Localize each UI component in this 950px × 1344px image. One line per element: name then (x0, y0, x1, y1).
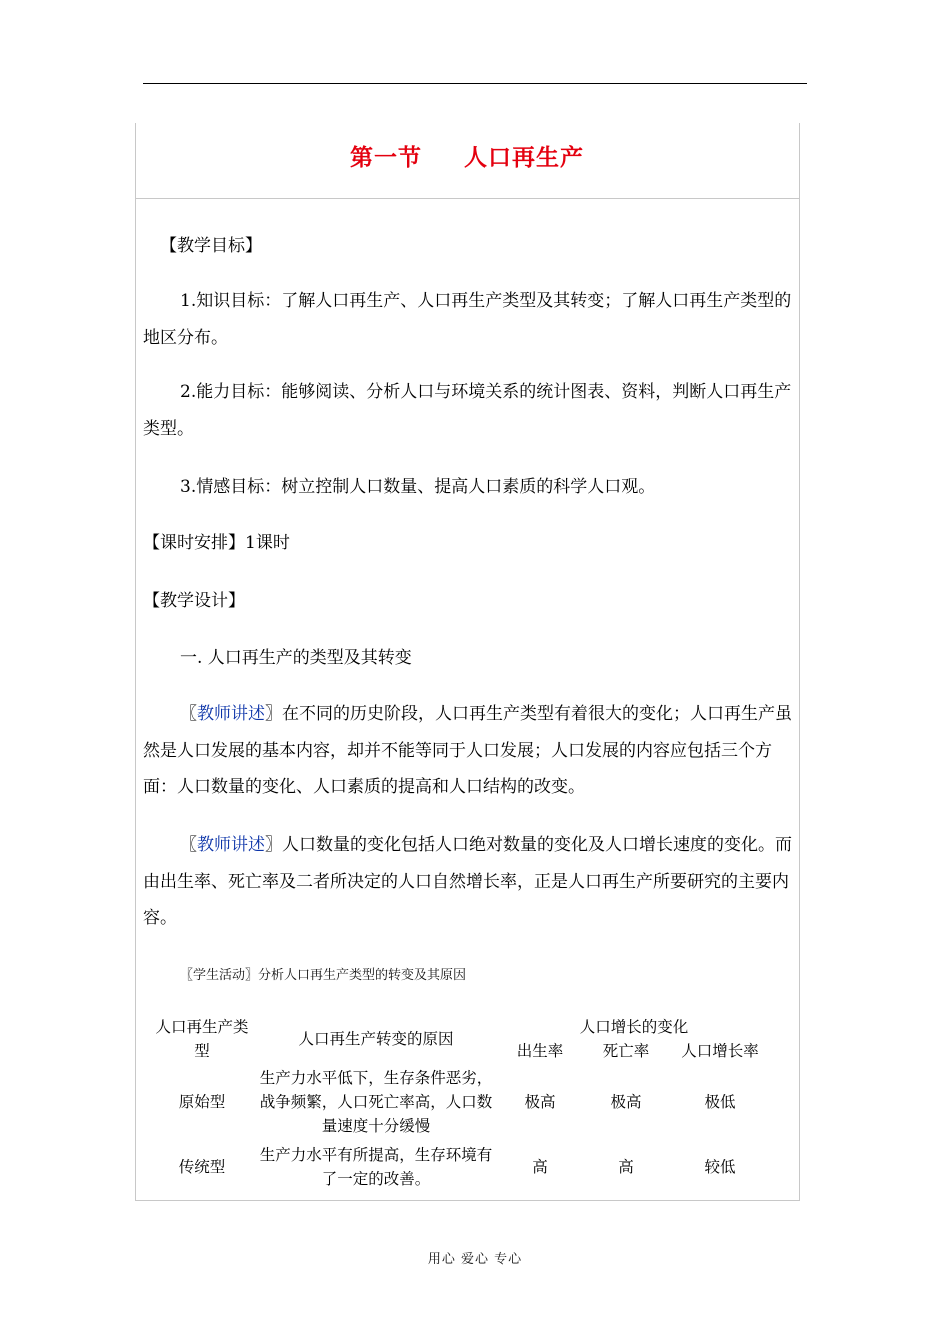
header-type: 人口再生产类型 (155, 1018, 249, 1060)
header-change: 人口增长的变化 (579, 1018, 689, 1036)
header-death-rate: 死亡率 (602, 1042, 650, 1060)
section-heading: 一. 人口再生产的类型及其转变 (180, 648, 412, 668)
cell-death: 极高 (610, 1093, 642, 1111)
teacher-talk-paragraph-2: 〖教师讲述〗人口数量的变化包括人口绝对数量的变化及人口增长速度的变化。而由出生率、死亡率及二者所决定的人口自然增长率，正是人口再生产所要研究的主要内容。 (143, 835, 792, 928)
cell-death: 高 (618, 1158, 634, 1176)
header-birth-rate: 出生率 (516, 1042, 564, 1060)
teacher-talk-paragraph-1: 〖教师讲述〗在不同的历史阶段，人口再生产类型有着很大的变化；人口再生产虽然是人口发展的基本内容，却并不能等同于人口发展；人口发展的内容应包括三个方面：人口数量的变化、人口素质的提高和人口结构的改变。 (143, 704, 792, 797)
teacher-talk-tag: 教师讲述 (197, 835, 265, 855)
cell-reason: 生产力水平有所提高，生存环境有了一定的改善。 (259, 1146, 493, 1188)
table-row (150, 1141, 770, 1193)
cell-type: 原始型 (178, 1093, 226, 1111)
cell-type: 传统型 (178, 1158, 226, 1176)
cell-reason: 生产力水平低下，生存条件恶劣，战争频繁，人口死亡率高，人口数量速度十分缓慢 (259, 1069, 493, 1135)
teacher-talk-tag: 教师讲述 (197, 704, 265, 724)
student-activity-caption: 〖学生活动〗分析人口再生产类型的转变及其原因 (180, 968, 467, 983)
goal-ability: 2.能力目标：能够阅读、分析人口与环境关系的统计图表、资料，判断人口再生产类型。 (143, 382, 792, 439)
goal-knowledge: 1.知识目标：了解人口再生产、人口再生产类型及其转变；了解人口再生产类型的地区分布。 (143, 291, 792, 348)
header-growth-rate: 人口增长率 (681, 1042, 759, 1060)
schedule-line: 【课时安排】1课时 (143, 533, 290, 553)
cell-growth: 较低 (704, 1158, 736, 1176)
design-heading: 【教学设计】 (143, 591, 245, 611)
table-row (150, 1063, 770, 1141)
title-divider (135, 198, 799, 199)
cell-birth: 高 (532, 1158, 548, 1176)
cell-growth: 极低 (704, 1093, 736, 1111)
header-reason: 人口再生产转变的原因 (298, 1030, 454, 1048)
goal-emotion: 3.情感目标：树立控制人口数量、提高人口素质的科学人口观。 (180, 477, 656, 497)
table-header-row (150, 1015, 770, 1039)
page-title (135, 140, 799, 176)
population-types-table (150, 1015, 770, 1193)
footer-motto: 用心 爱心 专心 (427, 1252, 523, 1267)
title-section-number: 第一节 (350, 144, 422, 171)
cell-birth: 极高 (524, 1093, 556, 1111)
header-rule (143, 83, 807, 84)
goals-heading: 【教学目标】 (160, 236, 262, 256)
title-topic: 人口再生产 (464, 144, 584, 171)
